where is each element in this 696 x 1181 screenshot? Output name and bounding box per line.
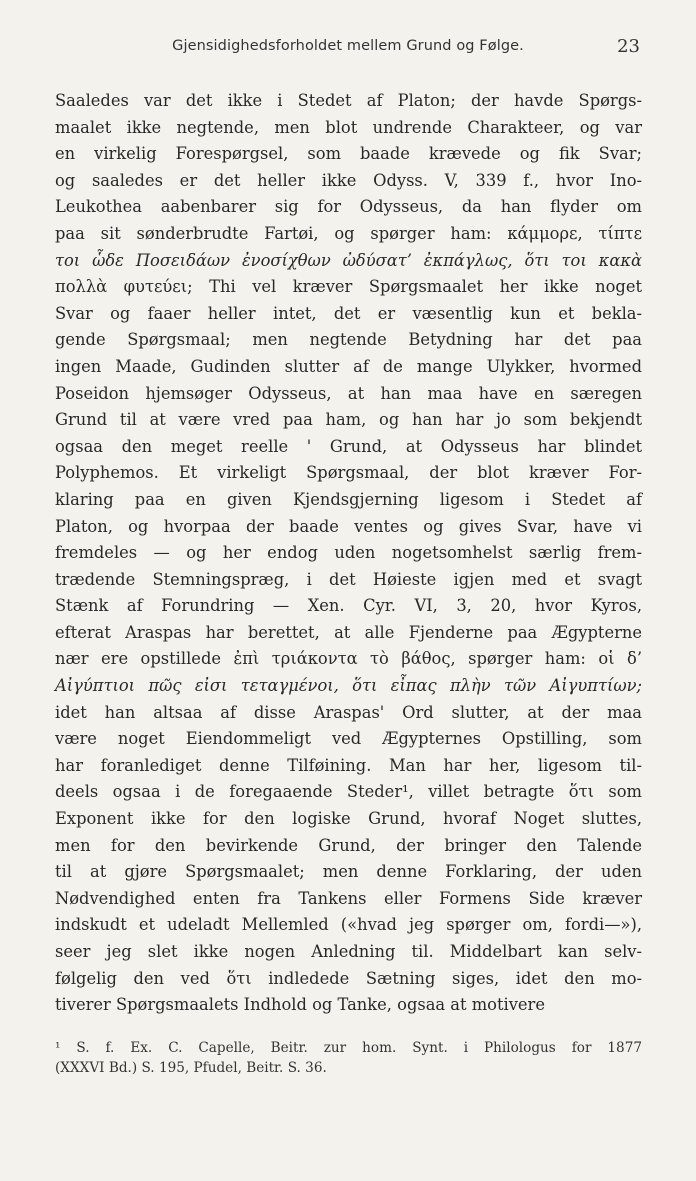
text-line-greek: Αἰγύπτιοι πῶς εἰσι τεταγμένοι, ὅτι εἶπας πλὴν τῶν Αἰγυπτίων; bbox=[55, 676, 642, 696]
footnote-line: ¹ S. f. Ex. C. Capelle, Beitr. zur hom. Synt. i Philologus for 1877 bbox=[55, 1040, 642, 1056]
text-line: Nødvendighed enten fra Tankens eller Formens Side kræver bbox=[55, 888, 642, 908]
text-line: følgelig den ved ὅτι indledede Sætning siges, idet den mo- bbox=[55, 968, 642, 988]
text-line: Polyphemos. Et virkeligt Spørgsmaal, der blot kræver For- bbox=[55, 463, 642, 483]
text-line: har foranlediget denne Tilføining. Man har her, ligesom til- bbox=[55, 755, 642, 775]
text-line: Leukothea aabenbarer sig for Odysseus, da han flyder om bbox=[55, 197, 642, 217]
text-line: ingen Maade, Gudinden slutter af de mange Ulykker, hvormed bbox=[55, 356, 642, 376]
text-line: πολλὰ φυτεύει; Thi vel kræver Spørgsmaalet her ikke noget bbox=[55, 277, 642, 297]
text-line: maalet ikke negtende, men blot undrende Charakteer, og var bbox=[55, 117, 642, 137]
text-line: Stænk af Forundring — Xen. Cyr. VI, 3, 20, hvor Kyros, bbox=[55, 596, 642, 616]
text-line: til at gjøre Spørgsmaalet; men denne Forklaring, der uden bbox=[55, 862, 642, 882]
text-line-greek: τοι ὧδε Ποσειδάων ἐνοσίχθων ὠδύσατ’ ἐκπάγλως, ὅτι τοι κακὰ bbox=[55, 250, 642, 270]
text-line: gende Spørgsmaal; men negtende Betydning har det paa bbox=[55, 330, 642, 350]
body-text bbox=[55, 88, 642, 1019]
text-line: trædende Stemningspræg, i det Høieste igjen med et svagt bbox=[55, 569, 642, 589]
text-line: tiverer Spørgsmaalets Indhold og Tanke, ogsaa at motivere bbox=[55, 995, 545, 1015]
text-line: klaring paa en given Kjendsgjerning ligesom i Stedet af bbox=[55, 489, 642, 509]
text-line: Poseidon hjemsøger Odysseus, at han maa have en særegen bbox=[55, 383, 642, 403]
text-line: være noget Eiendommeligt ved Ægypternes Opstilling, som bbox=[55, 729, 642, 749]
text-line: Saaledes var det ikke i Stedet af Platon; der havde Spørgs- bbox=[55, 91, 642, 110]
text-line: men for den bevirkende Grund, der bringer den Talende bbox=[55, 835, 642, 855]
running-head bbox=[56, 38, 640, 62]
text-line: efterat Araspas har berettet, at alle Fjenderne paa Ægypterne bbox=[55, 622, 642, 642]
text-line: Grund til at være vred paa ham, og han har jo som bekjendt bbox=[55, 410, 642, 430]
text-line: idet han altsaa af disse Araspas' Ord slutter, at der maa bbox=[55, 702, 642, 722]
page-number: 23 bbox=[617, 36, 640, 57]
text-line: deels ogsaa i de foregaaende Steder¹, villet betragte ὅτι som bbox=[55, 782, 642, 802]
text-line: Svar og faaer heller intet, det er væsentlig kun et bekla- bbox=[55, 303, 642, 323]
text-line: seer jeg slet ikke nogen Anledning til. Middelbart kan selv- bbox=[55, 942, 642, 961]
text-line: ogsaa den meget reelle ' Grund, at Odysseus har blindet bbox=[55, 436, 642, 456]
text-line: nær ere opstillede ἐπὶ τριάκοντα τὸ βάθος, spørger ham: οἱ δ’ bbox=[55, 649, 642, 669]
footnote bbox=[55, 1038, 642, 1078]
footnote-line: (XXXVI Bd.) S. 195, Pfudel, Beitr. S. 36. bbox=[55, 1060, 327, 1076]
text-line: en virkelig Forespørgsel, som baade krævede og fik Svar; bbox=[55, 144, 642, 164]
text-line: fremdeles — og her endog uden nogetsomhelst særlig frem- bbox=[55, 543, 642, 563]
running-title: Gjensidighedsforholdet mellem Grund og Følge. bbox=[172, 38, 524, 54]
text-line: paa sit sønderbrudte Fartøi, og spørger ham: κάμμορε, τίπτε bbox=[55, 223, 642, 243]
text-line: Platon, og hvorpaa der baade ventes og gives Svar, have vi bbox=[55, 516, 642, 536]
text-line: Exponent ikke for den logiske Grund, hvoraf Noget sluttes, bbox=[55, 809, 642, 829]
text-line: og saaledes er det heller ikke Odyss. V, 339 f., hvor Ino- bbox=[55, 170, 642, 190]
text-line: indskudt et udeladt Mellemled («hvad jeg spørger om, fordi—»), bbox=[55, 915, 642, 935]
